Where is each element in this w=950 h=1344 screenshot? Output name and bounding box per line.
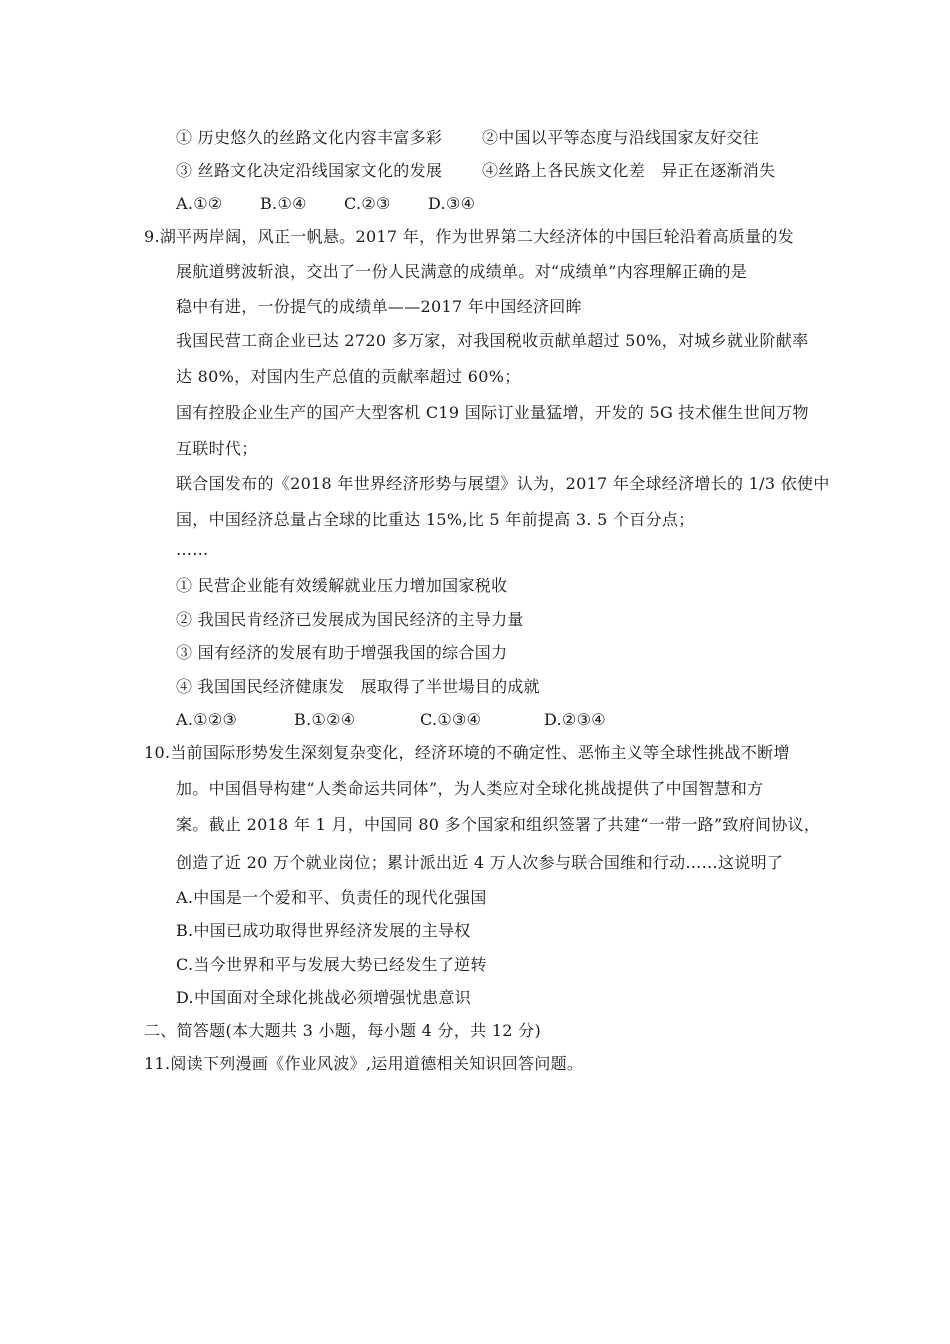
q9-option-a: A.①②③: [176, 710, 238, 729]
q8-option-d: D.③④: [428, 194, 476, 213]
q9-option-b: B.①②④: [294, 710, 356, 729]
q8-statement-3: ③ 丝路文化决定沿线国家文化的发展: [176, 161, 443, 180]
q8-statement-2: ②中国以平等态度与沿线国家友好交往: [482, 128, 760, 147]
q9-option-d: D.②③④: [544, 710, 606, 729]
q10-stem-line-1: 10.当前国际形势发生深刻复杂变化，经济环境的不确定性、恶怖主义等全球性挑战不断增: [144, 743, 790, 762]
q10-option-c: C.当今世界和平与发展大势已经发生了逆转: [176, 955, 487, 974]
q8-option-c: C.②③: [344, 194, 391, 213]
q10-option-d: D.中国面对全球化挑战必须增强忧患意识: [176, 988, 472, 1007]
q9-option-c: C.①③④: [420, 710, 482, 729]
q9-material-line-1: 我国民营工商企业已达 2720 多万家，对我国税收贡献单超过 50%，对城乡就业阶献率: [176, 331, 809, 350]
q9-material-line-3: 国有控股企业生产的国产大型客机 C19 国际订业量猛增，开发的 5G 技术催生世间万物: [176, 403, 809, 422]
q10-stem-line-2: 加。中国倡导构建“人类命运共同体”，为人类应对全球化挑战提供了中国智慧和方: [176, 779, 764, 798]
q10-option-b: B.中国已成功取得世界经济发展的主导权: [176, 921, 471, 940]
q9-material-line-4: 互联时代；: [176, 439, 258, 458]
q9-statement-3: ③ 国有经济的发展有助于增强我国的综合国力: [176, 643, 508, 662]
q8-option-a: A.①②: [176, 194, 223, 213]
q10-stem-line-4: 创造了近 20 万个就业岗位；累计派出近 4 万人次参与联合国维和行动……这说明了: [176, 853, 784, 872]
q8-option-b: B.①④: [260, 194, 307, 213]
q9-statement-2: ② 我国民肯经济已发展成为国民经济的主导力量: [176, 610, 524, 629]
q9-stem-line-1: 9.湖平两岸阔，风正一帆悬。2017 年，作为世界第二大经济体的中国巨轮沿着高质量的发: [144, 227, 794, 246]
q10-stem-line-3: 案。截止 2018 年 1 月，中国同 80 多个国家和组织签署了共建“一带一路”致府间协议，: [176, 815, 821, 834]
q9-material-line-6: 国，中国经济总量占全球的比重达 15%,比 5 年前提高 3. 5 个百分点；: [176, 510, 695, 529]
q9-statement-4: ④ 我国国民经济健康发 展取得了半世場目的成就: [176, 677, 540, 696]
q9-statement-1: ① 民营企业能有效缓解就业压力增加国家税收: [176, 576, 508, 595]
q8-statement-1: ① 历史悠久的丝路文化内容丰富多彩: [176, 128, 443, 147]
q9-ellipsis: ……: [176, 540, 209, 559]
q9-material-line-2: 达 80%，对国内生产总值的贡献率超过 60%；: [176, 367, 521, 386]
q11-stem: 11.阅读下列漫画《作业风波》,运用道德相关知识回答问题。: [144, 1054, 584, 1073]
q10-option-a: A.中国是一个爱和平、负责任的现代化强国: [176, 888, 487, 907]
q9-material-line-5: 联合国发布的《2018 年世界经济形势与展望》认为，2017 年全球经济增长的 1/3 依使中: [176, 474, 830, 493]
q9-material-title: 稳中有进，一份提气的成绩单——2017 年中国经济回眸: [176, 297, 582, 316]
section-heading: 二、简答题(本大题共 3 小题，每小题 4 分，共 12 分): [144, 1021, 542, 1040]
q9-stem-line-2: 展航道劈波斩浪，交出了一份人民满意的成绩单。对“成绩单”内容理解正确的是: [176, 262, 748, 281]
q8-statement-4: ④丝路上各民族文化差 异正在逐渐消失: [482, 161, 776, 180]
